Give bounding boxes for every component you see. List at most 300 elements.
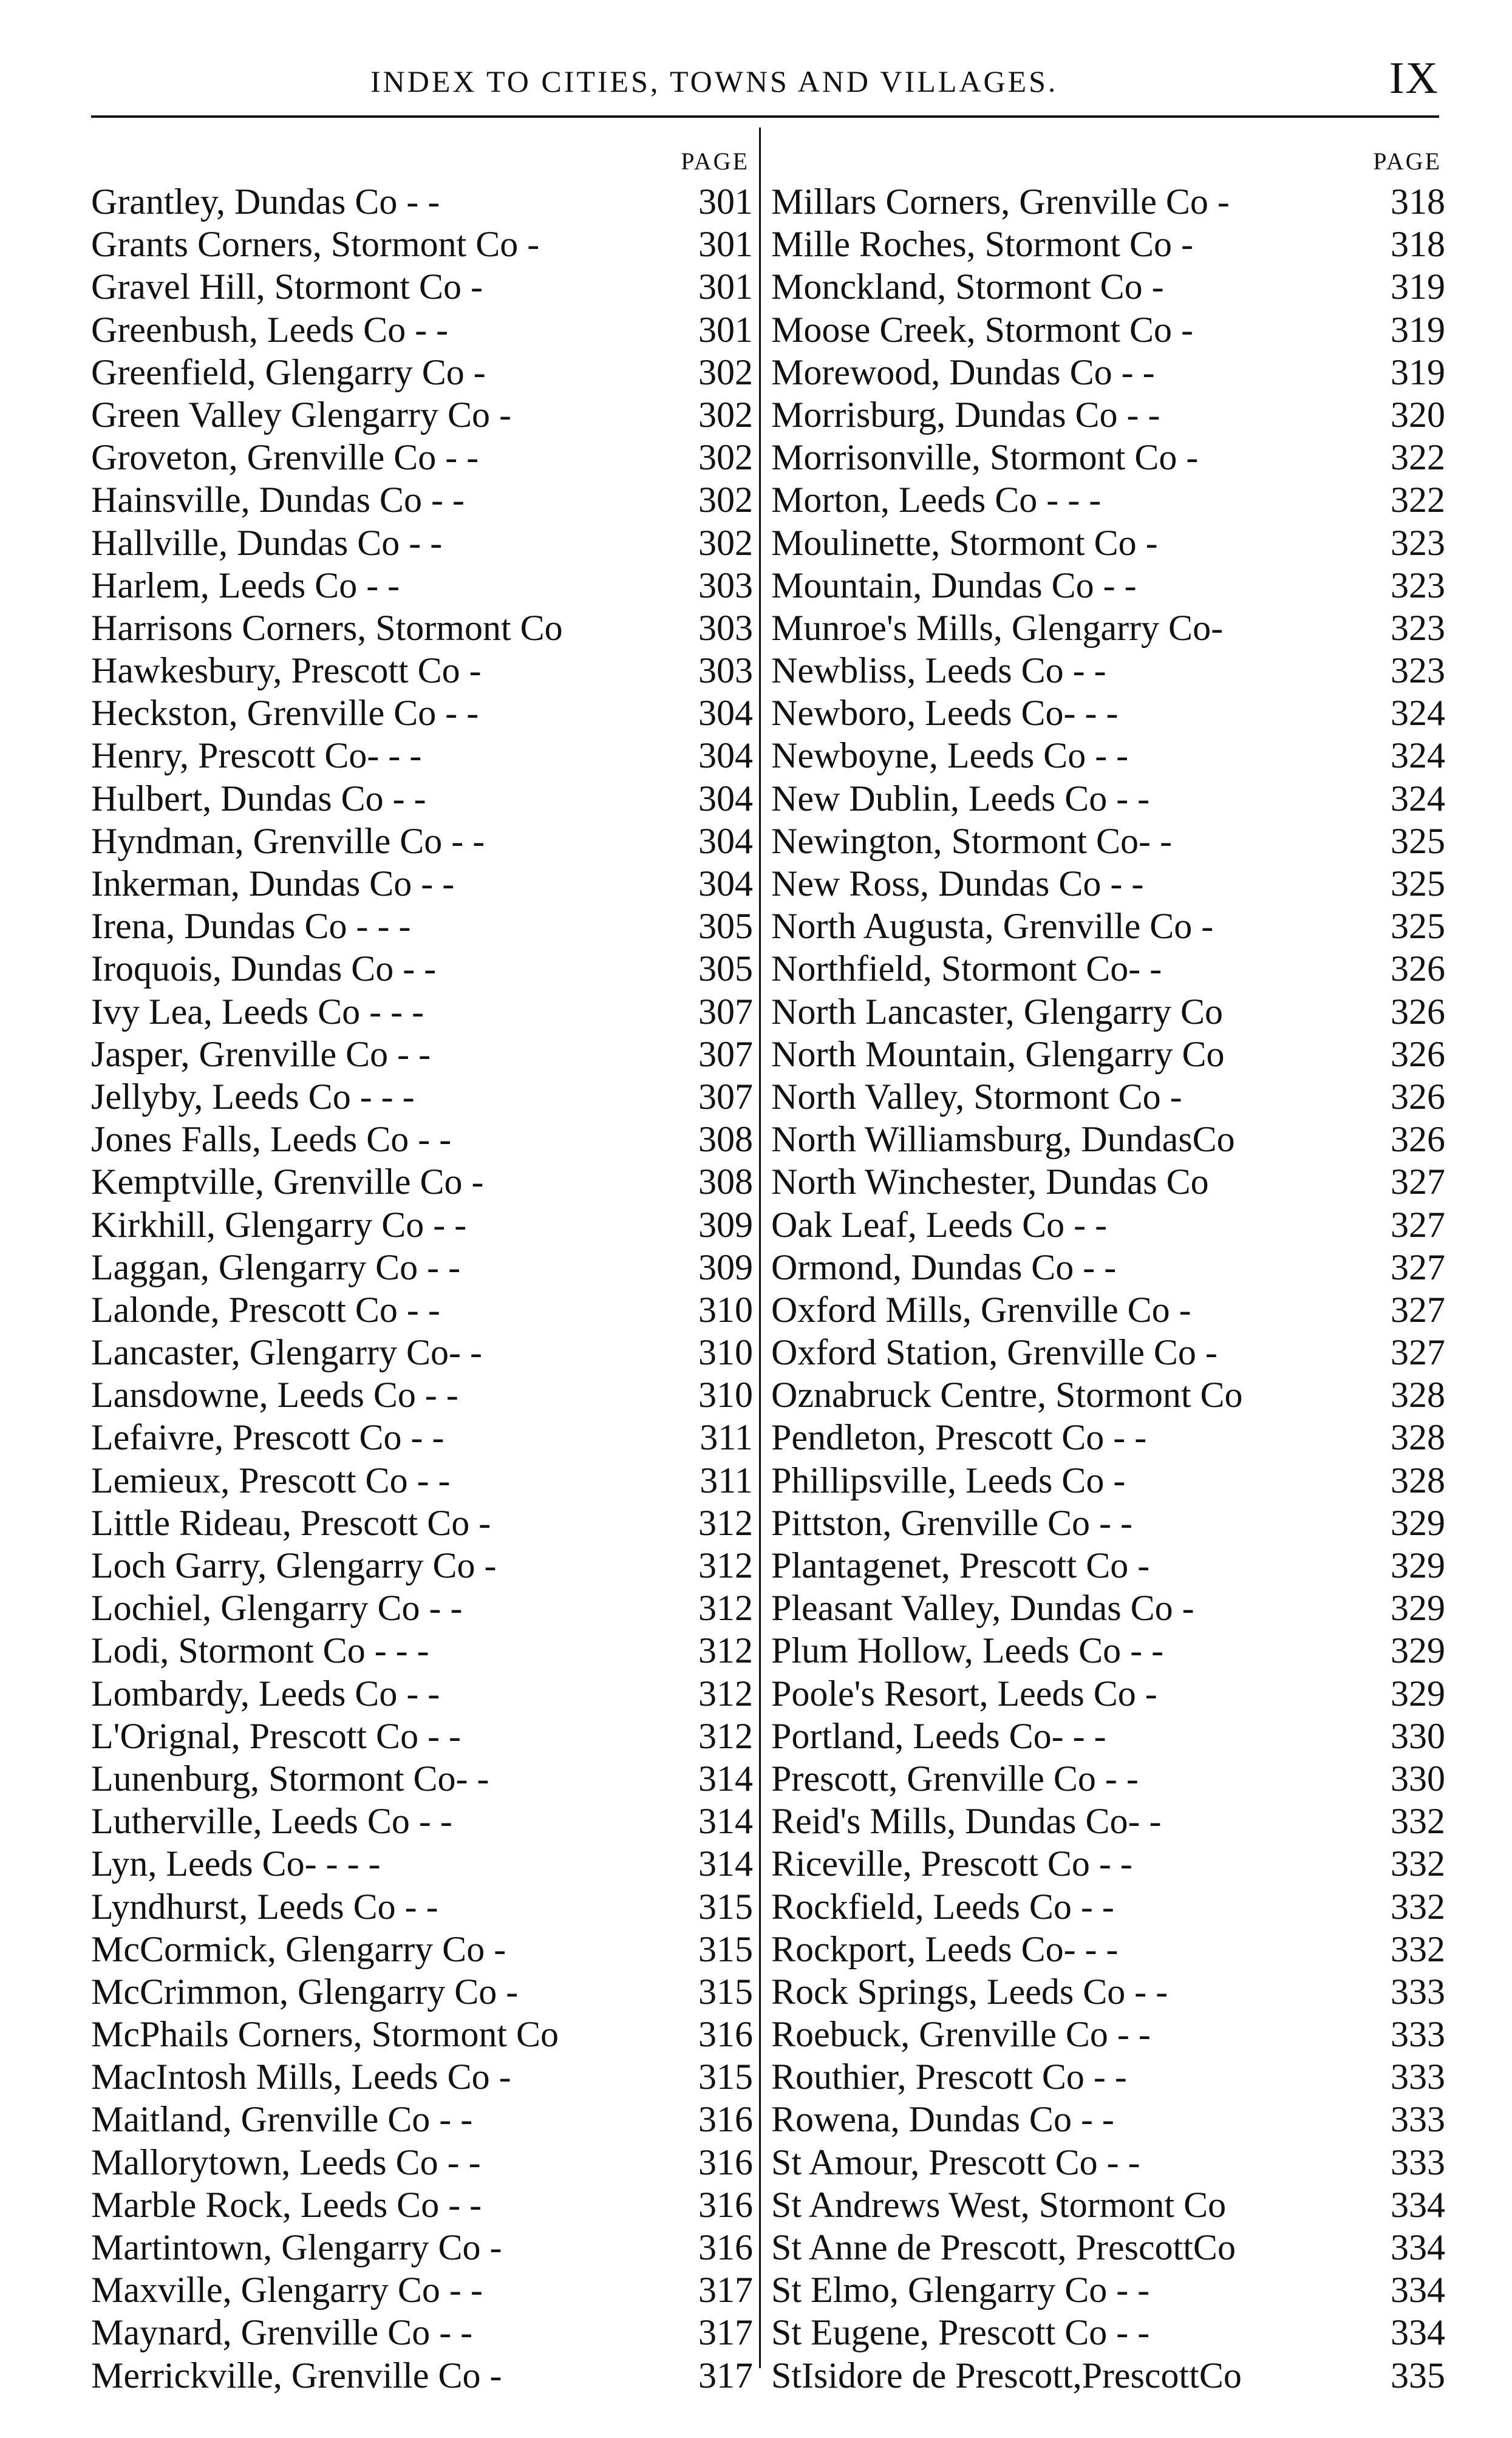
index-entry [771, 1629, 1445, 1672]
place-name: St Andrews West, Stormont Co [771, 2184, 1227, 2225]
index-entry [91, 1757, 753, 1800]
page-ref: 315 [698, 2057, 753, 2097]
page-ref: 332 [1391, 1929, 1445, 1969]
page-ref: 332 [1391, 1844, 1445, 1884]
index-entry [91, 2141, 753, 2184]
place-name: North Augusta, Grenville Co - [771, 906, 1214, 947]
index-entry [771, 1160, 1445, 1203]
page-ref: 323 [1391, 565, 1445, 605]
page-ref: 303 [698, 607, 753, 648]
place-name: Poole's Resort, Leeds Co - [771, 1673, 1157, 1714]
index-entry [91, 1885, 753, 1928]
index-entry [771, 1416, 1445, 1459]
page-ref: 316 [698, 2142, 753, 2182]
index-entry [771, 905, 1445, 947]
page-ref: 323 [1391, 650, 1445, 691]
index-entry [771, 436, 1445, 478]
place-name: North Winchester, Dundas Co [771, 1162, 1209, 1202]
page-ref: 326 [1391, 948, 1445, 989]
page-ref: 327 [1391, 1162, 1445, 1202]
index-entry [91, 308, 753, 351]
place-name: St Amour, Prescott Co - - [771, 2142, 1140, 2182]
index-entry [771, 1459, 1445, 1502]
page-ref: 307 [698, 991, 753, 1032]
page-ref: 322 [1391, 480, 1445, 520]
place-name: StIsidore de Prescott,PrescottCo [771, 2355, 1242, 2395]
index-entry [91, 990, 753, 1033]
place-name: Lefaivre, Prescott Co - - [91, 1417, 444, 1458]
page-ref: 305 [698, 948, 753, 989]
index-entry [771, 564, 1445, 607]
index-entry [771, 1885, 1445, 1928]
index-entry [91, 905, 753, 947]
index-entry [771, 2311, 1445, 2354]
page-ref: 325 [1391, 820, 1445, 861]
index-entry [771, 1118, 1445, 1160]
place-name: Mallorytown, Leeds Co - - [91, 2142, 481, 2182]
place-name: McCrimmon, Glengarry Co - [91, 1971, 519, 2012]
page-ref: 329 [1391, 1673, 1445, 1714]
running-title: INDEX TO CITIES, TOWNS AND VILLAGES. [370, 64, 1058, 98]
index-entry [91, 1118, 753, 1160]
place-name: Martintown, Glengarry Co - [91, 2227, 502, 2267]
page-ref: 302 [698, 394, 753, 435]
place-name: Moose Creek, Stormont Co - [771, 309, 1193, 350]
index-entry [91, 692, 753, 734]
index-entry [771, 1374, 1445, 1416]
place-name: North Williamsburg, DundasCo [771, 1119, 1235, 1160]
place-name: Plantagenet, Prescott Co - [771, 1545, 1150, 1585]
index-entry [771, 1502, 1445, 1544]
page-ref: 311 [700, 1460, 753, 1500]
page-ref: 328 [1391, 1460, 1445, 1500]
page-ref: 329 [1391, 1588, 1445, 1629]
index-entry [91, 1842, 753, 1885]
page-ref: 329 [1391, 1502, 1445, 1543]
place-name: Newbliss, Leeds Co - - [771, 650, 1106, 691]
index-entry [771, 1204, 1445, 1246]
place-name: Morrisonville, Stormont Co - [771, 437, 1199, 478]
place-name: Hallville, Dundas Co - - [91, 522, 443, 563]
place-name: Laggan, Glengarry Co - - [91, 1247, 461, 1287]
page-ref: 301 [698, 267, 753, 307]
page-ref: 315 [698, 1929, 753, 1969]
index-entry [91, 1246, 753, 1289]
index-entry [771, 308, 1445, 351]
page-ref: 307 [698, 1076, 753, 1117]
place-name: Grantley, Dundas Co - - [91, 182, 440, 222]
index-entry [771, 1928, 1445, 1970]
page-ref: 304 [698, 778, 753, 819]
place-name: Lunenburg, Stormont Co- - [91, 1758, 489, 1799]
index-entry [91, 180, 753, 223]
place-name: Little Rideau, Prescott Co - [91, 1502, 491, 1543]
page-ref: 325 [1391, 863, 1445, 904]
index-entry [91, 2226, 753, 2269]
header-rule [91, 115, 1439, 118]
place-name: Inkerman, Dundas Co - - [91, 863, 455, 904]
index-entry [771, 820, 1445, 862]
index-entry [91, 1459, 753, 1502]
index-entry [771, 265, 1445, 308]
index-entry [771, 478, 1445, 521]
place-name: Routhier, Prescott Co - - [771, 2057, 1127, 2097]
page-column-label: PAGE [681, 148, 749, 175]
place-name: Pendleton, Prescott Co - - [771, 1417, 1147, 1458]
place-name: Mille Roches, Stormont Co - [771, 224, 1193, 265]
index-entry [91, 1416, 753, 1459]
page-ref: 333 [1391, 1971, 1445, 2012]
index-entry [91, 265, 753, 308]
page-ref: 318 [1391, 182, 1445, 222]
entry-list [91, 180, 753, 2397]
page-ref: 312 [698, 1588, 753, 1629]
page-ref: 305 [698, 906, 753, 947]
page-ref: 316 [698, 2099, 753, 2140]
index-entry [91, 1629, 753, 1672]
index-entry [771, 223, 1445, 265]
index-entry [771, 2013, 1445, 2055]
page-ref: 312 [698, 1630, 753, 1671]
page-column-label: PAGE [1373, 148, 1442, 175]
index-entry [91, 1970, 753, 2013]
index-entry [771, 1842, 1445, 1885]
page-ref: 323 [1391, 522, 1445, 563]
index-entry [771, 734, 1445, 777]
place-name: Maxville, Glengarry Co - - [91, 2270, 483, 2310]
page-ref: 319 [1391, 267, 1445, 307]
place-name: Munroe's Mills, Glengarry Co- [771, 607, 1224, 648]
place-name: Kemptville, Grenville Co - [91, 1162, 484, 1202]
place-name: Hawkesbury, Prescott Co - [91, 650, 482, 691]
index-entry [771, 1672, 1445, 1715]
page-ref: 309 [698, 1204, 753, 1245]
index-entry [91, 2354, 753, 2397]
place-name: Harlem, Leeds Co - - [91, 565, 400, 605]
index-entry [91, 1800, 753, 1842]
place-name: Jones Falls, Leeds Co - - [91, 1119, 452, 1160]
index-entry [771, 180, 1445, 223]
page-ref: 334 [1391, 2270, 1445, 2310]
page-ref: 333 [1391, 2099, 1445, 2140]
index-entry [771, 947, 1445, 990]
place-name: Riceville, Prescott Co - - [771, 1844, 1132, 1884]
place-name: Harrisons Corners, Stormont Co [91, 607, 563, 648]
page-ref: 319 [1391, 309, 1445, 350]
page-ref: 314 [698, 1844, 753, 1884]
place-name: Lemieux, Prescott Co - - [91, 1460, 451, 1500]
index-entry [771, 2226, 1445, 2269]
page-ref: 326 [1391, 991, 1445, 1032]
index-entry [771, 2141, 1445, 2184]
place-name: Rockport, Leeds Co- - - [771, 1929, 1119, 1969]
index-entry [91, 947, 753, 990]
page-ref: 327 [1391, 1289, 1445, 1330]
place-name: Prescott, Grenville Co - - [771, 1758, 1139, 1799]
place-name: Newboro, Leeds Co- - - [771, 693, 1119, 734]
place-name: St Anne de Prescott, PrescottCo [771, 2227, 1236, 2267]
place-name: Marble Rock, Leeds Co - - [91, 2184, 482, 2225]
place-name: Lansdowne, Leeds Co - - [91, 1375, 458, 1415]
page-ref: 302 [698, 480, 753, 520]
place-name: MacIntosh Mills, Leeds Co - [91, 2057, 511, 2097]
index-entry [771, 393, 1445, 436]
index-entry [91, 2269, 753, 2311]
place-name: Plum Hollow, Leeds Co - - [771, 1630, 1164, 1671]
place-name: Northfield, Stormont Co- - [771, 948, 1162, 989]
place-name: Oznabruck Centre, Stormont Co [771, 1375, 1243, 1415]
page-ref: 334 [1391, 2184, 1445, 2225]
index-entry [91, 522, 753, 564]
page-ref: 330 [1391, 1715, 1445, 1756]
page-ref: 329 [1391, 1545, 1445, 1585]
place-name: Moulinette, Stormont Co - [771, 522, 1158, 563]
page-ref: 314 [698, 1758, 753, 1799]
place-name: Oak Leaf, Leeds Co - - [771, 1204, 1108, 1245]
page-ref: 335 [1391, 2355, 1445, 2395]
place-name: Jellyby, Leeds Co - - - [91, 1076, 415, 1117]
index-entry [91, 478, 753, 521]
place-name: Millars Corners, Grenville Co - [771, 182, 1230, 222]
place-name: Lombardy, Leeds Co - - [91, 1673, 440, 1714]
index-entry [91, 1587, 753, 1629]
page-ref: 312 [698, 1502, 753, 1543]
page-ref: 323 [1391, 607, 1445, 648]
index-column-left [91, 143, 753, 2395]
place-name: North Mountain, Glengarry Co [771, 1033, 1225, 1074]
place-name: Lodi, Stormont Co - - - [91, 1630, 429, 1671]
page-ref: 310 [698, 1332, 753, 1373]
index-entry [771, 777, 1445, 820]
page-ref: 316 [698, 2014, 753, 2055]
place-name: North Valley, Stormont Co - [771, 1076, 1182, 1117]
place-name: Monckland, Stormont Co - [771, 267, 1164, 307]
index-entry [771, 351, 1445, 393]
index-entry [771, 522, 1445, 564]
place-name: Lutherville, Leeds Co - - [91, 1801, 452, 1842]
page-header [91, 53, 1439, 112]
page-ref: 330 [1391, 1758, 1445, 1799]
page-ref: 312 [698, 1673, 753, 1714]
index-entry [91, 1374, 753, 1416]
index-entry [771, 862, 1445, 905]
page-ref: 307 [698, 1033, 753, 1074]
place-name: Lyndhurst, Leeds Co - - [91, 1886, 438, 1927]
place-name: Merrickville, Grenville Co - [91, 2355, 502, 2395]
index-entry [91, 1331, 753, 1374]
index-entry [771, 2055, 1445, 2098]
index-entry [771, 1970, 1445, 2013]
page-ref: 324 [1391, 735, 1445, 776]
index-entry [771, 1075, 1445, 1118]
page-ref: 316 [698, 2184, 753, 2225]
index-entry [91, 820, 753, 862]
index-entry [771, 1544, 1445, 1587]
index-entry [91, 1033, 753, 1075]
page-ref: 333 [1391, 2014, 1445, 2055]
place-name: Rockfield, Leeds Co - - [771, 1886, 1114, 1927]
index-entry [771, 1033, 1445, 1075]
index-entry [771, 1331, 1445, 1374]
index-entry [771, 1715, 1445, 1757]
page-ref: 301 [698, 309, 753, 350]
place-name: Groveton, Grenville Co - - [91, 437, 479, 478]
place-name: St Elmo, Glengarry Co - - [771, 2270, 1150, 2310]
place-name: Henry, Prescott Co- - - [91, 735, 422, 776]
page-ref: 301 [698, 224, 753, 265]
page-ref: 303 [698, 565, 753, 605]
place-name: Iroquois, Dundas Co - - [91, 948, 437, 989]
index-entry [771, 2098, 1445, 2140]
index-entry [91, 1502, 753, 1544]
place-name: Pittston, Grenville Co - - [771, 1502, 1132, 1543]
page-ref: 303 [698, 650, 753, 691]
page-ref: 326 [1391, 1033, 1445, 1074]
place-name: Newington, Stormont Co- - [771, 820, 1172, 861]
place-name: Green Valley Glengarry Co - [91, 394, 511, 435]
page-ref: 315 [698, 1971, 753, 2012]
index-entry [91, 2013, 753, 2055]
index-entry [91, 649, 753, 692]
place-name: Reid's Mills, Dundas Co- - [771, 1801, 1162, 1842]
place-name: Jasper, Grenville Co - - [91, 1033, 431, 1074]
page-ref: 302 [698, 522, 753, 563]
place-name: Ivy Lea, Leeds Co - - - [91, 991, 424, 1032]
index-entry [91, 393, 753, 436]
index-entry [771, 1587, 1445, 1629]
index-column-right [771, 143, 1445, 2395]
place-name: Irena, Dundas Co - - - [91, 906, 411, 947]
index-entry [91, 436, 753, 478]
index-entry [91, 2311, 753, 2354]
page-ref: 304 [698, 735, 753, 776]
index-entry [91, 1160, 753, 1203]
place-name: Lyn, Leeds Co- - - - [91, 1844, 381, 1884]
index-entry [91, 777, 753, 820]
place-name: Lancaster, Glengarry Co- - [91, 1332, 482, 1373]
page-ref: 320 [1391, 394, 1445, 435]
place-name: Portland, Leeds Co- - - [771, 1715, 1106, 1756]
place-name: Phillipsville, Leeds Co - [771, 1460, 1126, 1500]
place-name: Heckston, Grenville Co - - [91, 693, 479, 734]
place-name: Oxford Mills, Grenville Co - [771, 1289, 1191, 1330]
page-ref: 317 [698, 2355, 753, 2395]
place-name: Morton, Leeds Co - - - [771, 480, 1102, 520]
page-ref: 317 [698, 2312, 753, 2353]
page-ref: 309 [698, 1247, 753, 1287]
page-ref: 302 [698, 437, 753, 478]
place-name: Hainsville, Dundas Co - - [91, 480, 465, 520]
page-ref: 310 [698, 1375, 753, 1415]
place-name: Pleasant Valley, Dundas Co - [771, 1588, 1194, 1629]
index-entry [91, 2098, 753, 2140]
place-name: Maitland, Grenville Co - - [91, 2099, 473, 2140]
index-entry [91, 607, 753, 649]
index-entry [91, 1928, 753, 1970]
page-ref: 304 [698, 820, 753, 861]
column-divider [759, 128, 761, 2368]
index-entry [771, 1757, 1445, 1800]
page-ref: 332 [1391, 1801, 1445, 1842]
page-ref: 314 [698, 1801, 753, 1842]
page-ref: 308 [698, 1162, 753, 1202]
page-ref: 322 [1391, 437, 1445, 478]
index-entry [91, 1715, 753, 1757]
index-entry [91, 1672, 753, 1715]
index-entry [91, 1204, 753, 1246]
index-entry [771, 649, 1445, 692]
page-ref: 308 [698, 1119, 753, 1160]
place-name: Mountain, Dundas Co - - [771, 565, 1137, 605]
index-entry [771, 607, 1445, 649]
page-ref: 319 [1391, 352, 1445, 392]
index-entry [771, 2184, 1445, 2226]
page-ref: 304 [698, 863, 753, 904]
page-ref: 329 [1391, 1630, 1445, 1671]
place-name: Loch Garry, Glengarry Co - [91, 1545, 497, 1585]
page-ref: 301 [698, 182, 753, 222]
place-name: L'Orignal, Prescott Co - - [91, 1715, 461, 1756]
page-ref: 318 [1391, 224, 1445, 265]
place-name: Hyndman, Grenville Co - - [91, 820, 485, 861]
page-ref: 302 [698, 352, 753, 392]
page-ref: 315 [698, 1886, 753, 1927]
place-name: Roebuck, Grenville Co - - [771, 2014, 1151, 2055]
index-entry [91, 862, 753, 905]
page-ref: 312 [698, 1545, 753, 1585]
place-name: Greenbush, Leeds Co - - [91, 309, 449, 350]
page-ref: 327 [1391, 1204, 1445, 1245]
place-name: Newboyne, Leeds Co - - [771, 735, 1129, 776]
index-entry [91, 1544, 753, 1587]
place-name: Gravel Hill, Stormont Co - [91, 267, 483, 307]
place-name: Kirkhill, Glengarry Co - - [91, 1204, 467, 1245]
index-entry [91, 351, 753, 393]
index-entry [91, 2055, 753, 2098]
page-ref: 327 [1391, 1247, 1445, 1287]
place-name: Greenfield, Glengarry Co - [91, 352, 486, 392]
place-name: Lalonde, Prescott Co - - [91, 1289, 440, 1330]
page-number: IX [1389, 53, 1439, 103]
place-name: McPhails Corners, Stormont Co [91, 2014, 559, 2055]
place-name: Oxford Station, Grenville Co - [771, 1332, 1217, 1373]
page-ref: 327 [1391, 1332, 1445, 1373]
index-entry [91, 1289, 753, 1331]
index-entry [91, 734, 753, 777]
index-entry [771, 1289, 1445, 1331]
index-entry [771, 692, 1445, 734]
page-ref: 326 [1391, 1119, 1445, 1160]
index-entry [91, 223, 753, 265]
page-ref: 334 [1391, 2227, 1445, 2267]
index-entry [771, 2269, 1445, 2311]
entry-list [771, 180, 1445, 2397]
page-ref: 328 [1391, 1417, 1445, 1458]
page-ref: 317 [698, 2270, 753, 2310]
place-name: New Dublin, Leeds Co - - [771, 778, 1150, 819]
page-ref: 324 [1391, 778, 1445, 819]
page-ref: 334 [1391, 2312, 1445, 2353]
place-name: Maynard, Grenville Co - - [91, 2312, 473, 2353]
page-ref: 325 [1391, 906, 1445, 947]
place-name: Ormond, Dundas Co - - [771, 1247, 1117, 1287]
index-entry [771, 990, 1445, 1033]
page-ref: 326 [1391, 1076, 1445, 1117]
page-ref: 332 [1391, 1886, 1445, 1927]
index-entry [91, 1075, 753, 1118]
index-entry [771, 2354, 1445, 2397]
page-ref: 316 [698, 2227, 753, 2267]
